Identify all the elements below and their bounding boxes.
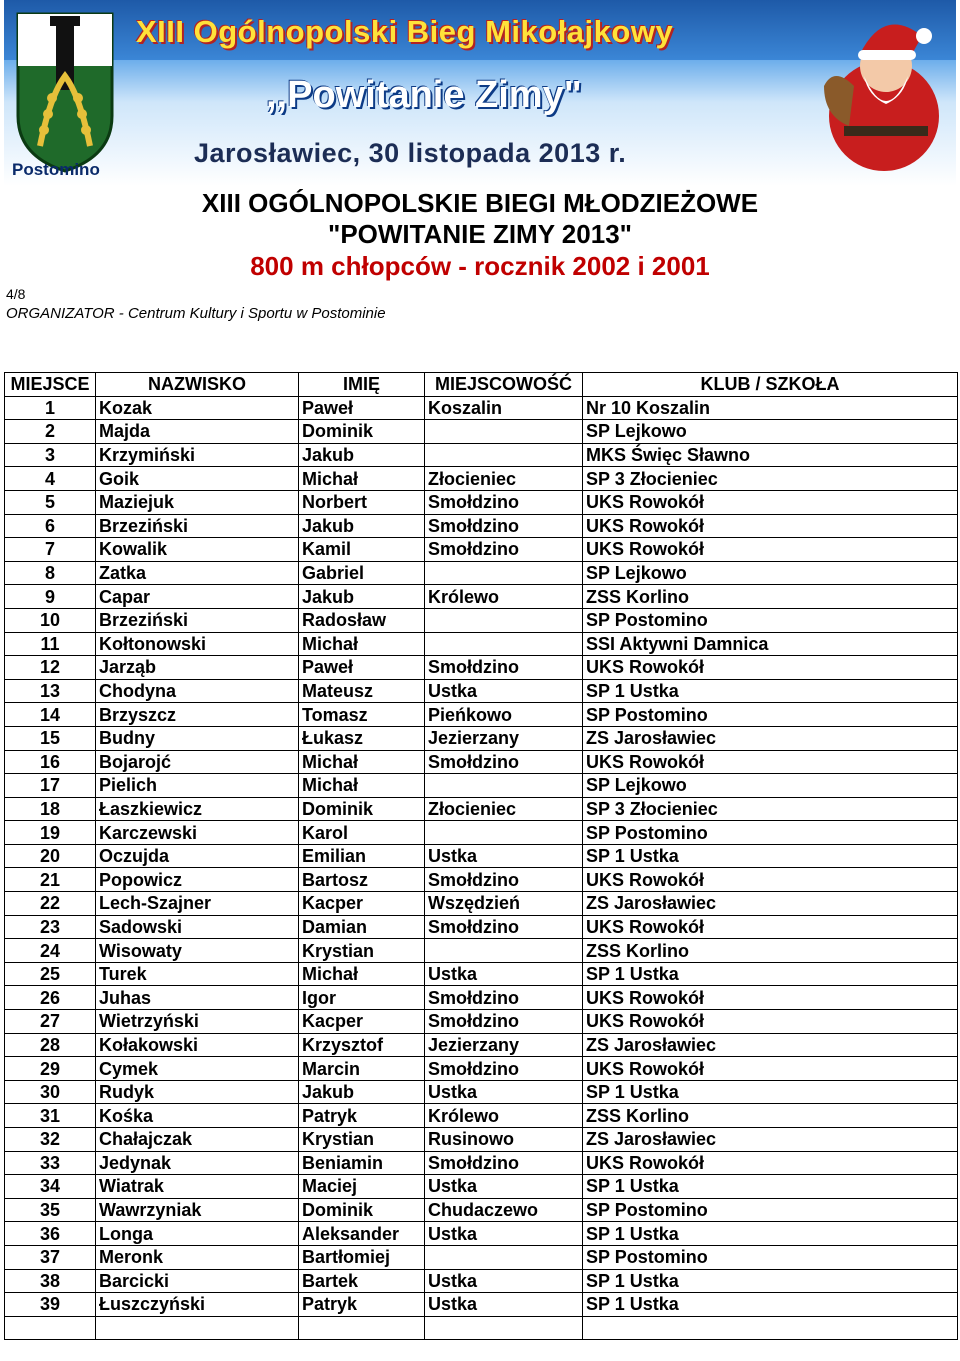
table-row <box>5 1080 958 1104</box>
cell-club: SP 3 Złocieniec <box>583 797 958 821</box>
cell-town <box>425 632 583 656</box>
cell-surname: Juhas <box>96 986 299 1010</box>
cell-club: SP 1 Ustka <box>583 1175 958 1199</box>
cell-club <box>583 1316 958 1340</box>
cell-surname: Jedynak <box>96 1151 299 1175</box>
cell-town: Ustka <box>425 1222 583 1246</box>
cell-surname: Chałajczak <box>96 1128 299 1152</box>
cell-surname: Kowalik <box>96 538 299 562</box>
table-row <box>5 774 958 798</box>
cell-first-name: Aleksander <box>299 1222 425 1246</box>
header-surname: NAZWISKO <box>96 373 299 397</box>
header-first-name: IMIĘ <box>299 373 425 397</box>
cell-town: Wszędzień <box>425 892 583 916</box>
table-row <box>5 585 958 609</box>
race-category: 800 m chłopców - rocznik 2002 i 2001 <box>250 251 710 281</box>
cell-place: 5 <box>5 490 96 514</box>
cell-first-name: Beniamin <box>299 1151 425 1175</box>
cell-town: Królewo <box>425 585 583 609</box>
cell-club: SP Postomino <box>583 1245 958 1269</box>
cell-place: 35 <box>5 1198 96 1222</box>
cell-club: UKS Rowokół <box>583 1057 958 1081</box>
cell-first-name: Dominik <box>299 797 425 821</box>
page-number: 4/8 <box>6 286 26 302</box>
cell-town <box>425 1245 583 1269</box>
cell-place: 23 <box>5 915 96 939</box>
cell-first-name: Gabriel <box>299 561 425 585</box>
table-row <box>5 703 958 727</box>
cell-town: Smołdzino <box>425 915 583 939</box>
cell-town: Ustka <box>425 1175 583 1199</box>
cell-club: UKS Rowokół <box>583 915 958 939</box>
cell-place: 3 <box>5 443 96 467</box>
cell-first-name: Jakub <box>299 1080 425 1104</box>
table-row <box>5 1057 958 1081</box>
cell-surname: Krzymiński <box>96 443 299 467</box>
cell-town <box>425 443 583 467</box>
cell-town: Smołdzino <box>425 1010 583 1034</box>
table-row <box>5 1316 958 1340</box>
table-row <box>5 1269 958 1293</box>
cell-town: Ustka <box>425 962 583 986</box>
cell-town: Smołdzino <box>425 656 583 680</box>
table-header-row <box>5 373 958 397</box>
table-row <box>5 1033 958 1057</box>
cell-place: 39 <box>5 1293 96 1317</box>
table-row <box>5 420 958 444</box>
cell-first-name: Bartosz <box>299 868 425 892</box>
cell-town: Smołdzino <box>425 538 583 562</box>
cell-place: 21 <box>5 868 96 892</box>
cell-town <box>425 420 583 444</box>
cell-place: 2 <box>5 420 96 444</box>
cell-club: SSI Aktywni Damnica <box>583 632 958 656</box>
table-row <box>5 1198 958 1222</box>
logo-text: Postomino <box>12 160 100 179</box>
cell-place: 8 <box>5 561 96 585</box>
table-row <box>5 1293 958 1317</box>
cell-first-name: Igor <box>299 986 425 1010</box>
table-row <box>5 561 958 585</box>
cell-surname: Cymek <box>96 1057 299 1081</box>
cell-surname: Łuszczyński <box>96 1293 299 1317</box>
cell-club: MKS Święc Sławno <box>583 443 958 467</box>
cell-town <box>425 1316 583 1340</box>
event-heading: XIII OGÓLNOPOLSKIE BIEGI MŁODZIEŻOWE <box>201 188 759 218</box>
cell-surname: Kośka <box>96 1104 299 1128</box>
table-row <box>5 490 958 514</box>
cell-surname: Capar <box>96 585 299 609</box>
cell-first-name: Patryk <box>299 1104 425 1128</box>
cell-first-name: Emilian <box>299 844 425 868</box>
cell-town <box>425 561 583 585</box>
cell-surname: Turek <box>96 962 299 986</box>
cell-first-name: Kamil <box>299 538 425 562</box>
cell-club: SP 1 Ustka <box>583 1222 958 1246</box>
table-row <box>5 750 958 774</box>
cell-surname: Brzyszcz <box>96 703 299 727</box>
cell-surname: Oczujda <box>96 844 299 868</box>
cell-club: ZSS Korlino <box>583 1104 958 1128</box>
cell-club: ZS Jarosławiec <box>583 1033 958 1057</box>
table-row <box>5 632 958 656</box>
cell-first-name: Michał <box>299 750 425 774</box>
header-place: MIEJSCE <box>5 373 96 397</box>
cell-surname: Brzeziński <box>96 608 299 632</box>
cell-first-name: Bartek <box>299 1269 425 1293</box>
cell-surname: Kołakowski <box>96 1033 299 1057</box>
cell-first-name: Mateusz <box>299 679 425 703</box>
cell-club: SP 1 Ustka <box>583 1269 958 1293</box>
table-row <box>5 1175 958 1199</box>
cell-club: SP 1 Ustka <box>583 962 958 986</box>
table-row <box>5 726 958 750</box>
cell-club: SP Lejkowo <box>583 561 958 585</box>
cell-surname: Bojarojć <box>96 750 299 774</box>
cell-place: 18 <box>5 797 96 821</box>
cell-town: Ustka <box>425 679 583 703</box>
cell-surname <box>96 1316 299 1340</box>
cell-surname: Longa <box>96 1222 299 1246</box>
cell-surname: Lech-Szajner <box>96 892 299 916</box>
cell-first-name: Kacper <box>299 892 425 916</box>
cell-first-name: Krystian <box>299 1128 425 1152</box>
cell-first-name: Michał <box>299 632 425 656</box>
cell-first-name: Paweł <box>299 396 425 420</box>
table-row <box>5 1151 958 1175</box>
cell-place: 9 <box>5 585 96 609</box>
cell-place: 13 <box>5 679 96 703</box>
cell-surname: Kozak <box>96 396 299 420</box>
cell-first-name: Radosław <box>299 608 425 632</box>
header-club: KLUB / SZKOŁA <box>583 373 958 397</box>
cell-place: 20 <box>5 844 96 868</box>
cell-first-name: Bartłomiej <box>299 1245 425 1269</box>
cell-place: 12 <box>5 656 96 680</box>
cell-club: SP 3 Złocieniec <box>583 467 958 491</box>
cell-place: 37 <box>5 1245 96 1269</box>
cell-surname: Rudyk <box>96 1080 299 1104</box>
cell-club: SP Postomino <box>583 608 958 632</box>
cell-place: 36 <box>5 1222 96 1246</box>
cell-surname: Wiatrak <box>96 1175 299 1199</box>
cell-first-name: Dominik <box>299 1198 425 1222</box>
cell-town: Smołdzino <box>425 986 583 1010</box>
cell-club: UKS Rowokół <box>583 986 958 1010</box>
cell-surname: Maziejuk <box>96 490 299 514</box>
cell-club: UKS Rowokół <box>583 490 958 514</box>
cell-surname: Majda <box>96 420 299 444</box>
cell-town: Ustka <box>425 1293 583 1317</box>
table-row <box>5 608 958 632</box>
cell-town: Rusinowo <box>425 1128 583 1152</box>
cell-surname: Pielich <box>96 774 299 798</box>
header-town: MIEJSCOWOŚĆ <box>425 373 583 397</box>
cell-surname: Brzeziński <box>96 514 299 538</box>
cell-place: 22 <box>5 892 96 916</box>
table-row <box>5 1128 958 1152</box>
cell-place: 27 <box>5 1010 96 1034</box>
cell-first-name: Krzysztof <box>299 1033 425 1057</box>
table-row <box>5 514 958 538</box>
cell-place: 17 <box>5 774 96 798</box>
table-row <box>5 962 958 986</box>
cell-place: 29 <box>5 1057 96 1081</box>
cell-first-name: Norbert <box>299 490 425 514</box>
cell-town: Smołdzino <box>425 514 583 538</box>
cell-surname: Łaszkiewicz <box>96 797 299 821</box>
cell-town: Królewo <box>425 1104 583 1128</box>
cell-first-name: Jakub <box>299 585 425 609</box>
cell-place: 19 <box>5 821 96 845</box>
cell-place: 10 <box>5 608 96 632</box>
cell-club: UKS Rowokół <box>583 514 958 538</box>
cell-town <box>425 774 583 798</box>
organizer-line: ORGANIZATOR - Centrum Kultury i Sportu w Postominie <box>6 305 386 322</box>
cell-place: 7 <box>5 538 96 562</box>
cell-place: 26 <box>5 986 96 1010</box>
banner-title: XIII Ogólnopolski Bieg Mikołajkowy <box>136 14 674 49</box>
cell-club: SP 1 Ustka <box>583 1080 958 1104</box>
cell-surname: Jarząb <box>96 656 299 680</box>
cell-first-name: Michał <box>299 467 425 491</box>
cell-club: ZS Jarosławiec <box>583 1128 958 1152</box>
table-row <box>5 1245 958 1269</box>
cell-first-name: Łukasz <box>299 726 425 750</box>
cell-town: Ustka <box>425 1269 583 1293</box>
cell-club: Nr 10 Koszalin <box>583 396 958 420</box>
cell-club: SP 1 Ustka <box>583 844 958 868</box>
cell-surname: Wawrzyniak <box>96 1198 299 1222</box>
cell-town: Ustka <box>425 844 583 868</box>
santa-claus-icon <box>804 6 954 184</box>
cell-first-name: Paweł <box>299 656 425 680</box>
table-row <box>5 915 958 939</box>
table-row <box>5 821 958 845</box>
cell-place: 31 <box>5 1104 96 1128</box>
cell-first-name: Jakub <box>299 443 425 467</box>
cell-first-name <box>299 1316 425 1340</box>
cell-place: 15 <box>5 726 96 750</box>
postomino-crest-icon <box>10 6 120 182</box>
cell-first-name: Dominik <box>299 420 425 444</box>
cell-surname: Chodyna <box>96 679 299 703</box>
cell-place: 33 <box>5 1151 96 1175</box>
cell-town: Smołdzino <box>425 750 583 774</box>
cell-town: Złocieniec <box>425 797 583 821</box>
cell-place: 32 <box>5 1128 96 1152</box>
table-row <box>5 656 958 680</box>
table-row <box>5 1010 958 1034</box>
cell-first-name: Michał <box>299 962 425 986</box>
table-row <box>5 892 958 916</box>
cell-club: SP Postomino <box>583 1198 958 1222</box>
banner-date: Jarosławiec, 30 listopada 2013 r. <box>194 138 627 168</box>
table-row <box>5 1222 958 1246</box>
cell-place: 25 <box>5 962 96 986</box>
cell-place: 28 <box>5 1033 96 1057</box>
cell-surname: Sadowski <box>96 915 299 939</box>
cell-surname: Zatka <box>96 561 299 585</box>
cell-club: SP Lejkowo <box>583 774 958 798</box>
cell-place: 34 <box>5 1175 96 1199</box>
cell-first-name: Marcin <box>299 1057 425 1081</box>
cell-surname: Karczewski <box>96 821 299 845</box>
cell-club: ZS Jarosławiec <box>583 726 958 750</box>
cell-town <box>425 821 583 845</box>
cell-town <box>425 608 583 632</box>
cell-place: 16 <box>5 750 96 774</box>
cell-town: Smołdzino <box>425 1151 583 1175</box>
cell-surname: Budny <box>96 726 299 750</box>
cell-club: UKS Rowokół <box>583 868 958 892</box>
cell-club: SP Lejkowo <box>583 420 958 444</box>
cell-surname: Wisowaty <box>96 939 299 963</box>
cell-first-name: Michał <box>299 774 425 798</box>
cell-club: ZSS Korlino <box>583 939 958 963</box>
cell-town <box>425 939 583 963</box>
cell-first-name: Tomasz <box>299 703 425 727</box>
banner-subtitle: ,,Powitanie Zimy" <box>266 74 582 116</box>
cell-first-name: Kacper <box>299 1010 425 1034</box>
cell-first-name: Maciej <box>299 1175 425 1199</box>
cell-surname: Wietrzyński <box>96 1010 299 1034</box>
cell-surname: Barcicki <box>96 1269 299 1293</box>
cell-club: SP Postomino <box>583 821 958 845</box>
cell-club: UKS Rowokół <box>583 750 958 774</box>
cell-town: Pieńkowo <box>425 703 583 727</box>
event-banner <box>4 0 956 186</box>
cell-town: Złocieniec <box>425 467 583 491</box>
cell-town: Chudaczewo <box>425 1198 583 1222</box>
cell-place: 1 <box>5 396 96 420</box>
cell-town: Smołdzino <box>425 490 583 514</box>
cell-surname: Kołtonowski <box>96 632 299 656</box>
cell-place: 11 <box>5 632 96 656</box>
table-row <box>5 986 958 1010</box>
cell-place: 14 <box>5 703 96 727</box>
results-table <box>4 372 958 1340</box>
table-row <box>5 844 958 868</box>
cell-first-name: Damian <box>299 915 425 939</box>
cell-town: Koszalin <box>425 396 583 420</box>
cell-place: 6 <box>5 514 96 538</box>
cell-town: Ustka <box>425 1080 583 1104</box>
table-row <box>5 797 958 821</box>
cell-first-name: Krystian <box>299 939 425 963</box>
cell-town: Smołdzino <box>425 1057 583 1081</box>
cell-club: UKS Rowokół <box>583 1010 958 1034</box>
cell-town: Jezierzany <box>425 1033 583 1057</box>
table-row <box>5 679 958 703</box>
cell-first-name: Karol <box>299 821 425 845</box>
event-subheading: "POWITANIE ZIMY 2013" <box>328 219 632 249</box>
table-row <box>5 396 958 420</box>
table-row <box>5 868 958 892</box>
cell-club: SP Postomino <box>583 703 958 727</box>
table-row <box>5 443 958 467</box>
table-row <box>5 538 958 562</box>
cell-town: Smołdzino <box>425 868 583 892</box>
cell-place: 30 <box>5 1080 96 1104</box>
cell-first-name: Jakub <box>299 514 425 538</box>
cell-place: 4 <box>5 467 96 491</box>
cell-club: UKS Rowokół <box>583 538 958 562</box>
table-row <box>5 1104 958 1128</box>
cell-first-name: Patryk <box>299 1293 425 1317</box>
cell-town: Jezierzany <box>425 726 583 750</box>
cell-club: ZS Jarosławiec <box>583 892 958 916</box>
table-row <box>5 939 958 963</box>
cell-place: 38 <box>5 1269 96 1293</box>
table-row <box>5 467 958 491</box>
cell-surname: Goik <box>96 467 299 491</box>
cell-club: SP 1 Ustka <box>583 1293 958 1317</box>
cell-surname: Popowicz <box>96 868 299 892</box>
cell-place <box>5 1316 96 1340</box>
cell-club: ZSS Korlino <box>583 585 958 609</box>
cell-place: 24 <box>5 939 96 963</box>
cell-surname: Meronk <box>96 1245 299 1269</box>
cell-club: UKS Rowokół <box>583 1151 958 1175</box>
cell-club: UKS Rowokół <box>583 656 958 680</box>
cell-club: SP 1 Ustka <box>583 679 958 703</box>
